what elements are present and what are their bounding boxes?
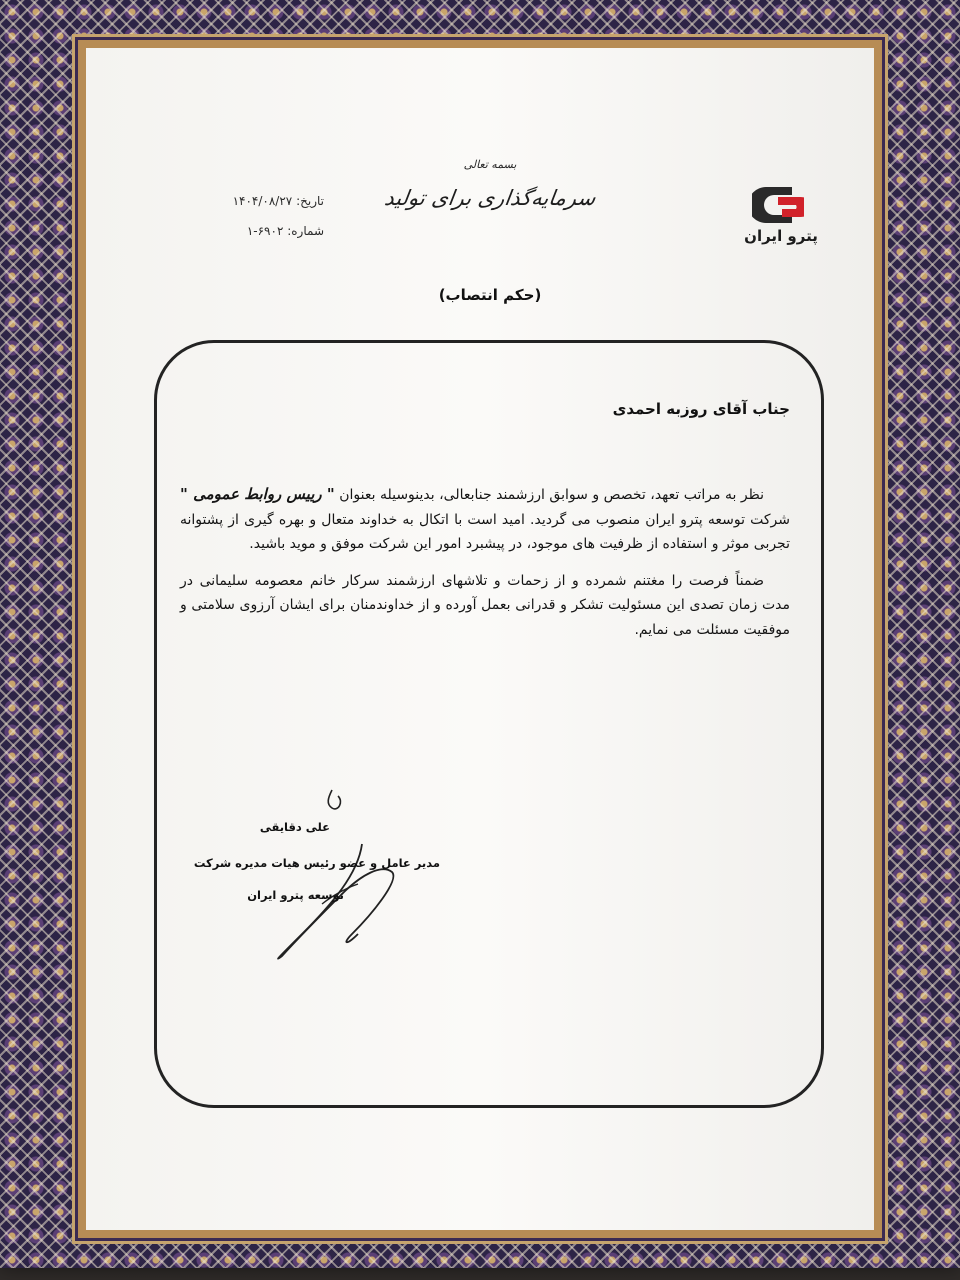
number-value: ۶۹۰۲-۱ bbox=[246, 224, 284, 238]
date-value: ۱۴۰۴/۰۸/۲۷ bbox=[232, 194, 293, 208]
content-frame bbox=[154, 340, 824, 1108]
number-line bbox=[204, 216, 324, 246]
document-title: (حکم انتصاب) bbox=[438, 286, 542, 304]
date-line bbox=[204, 186, 324, 216]
signatory-company: توسعه پترو ایران bbox=[247, 888, 344, 902]
signatory-name: علی دقایقی bbox=[259, 820, 330, 834]
date-label: تاریخ: bbox=[296, 194, 324, 208]
paragraph-2: ضمناً فرصت را مغتنم شمرده و از زحمات و تلاشهای ارزشمند سرکار خانم معصومه سلیمانی در مدت زمان تصدی این مسئولیت تشکر و قدرانی بعمل آورده و از خداوندمنان برای ایشان آرزوی سلامتی و موفقیت مسئلت می نمایم. bbox=[180, 572, 790, 638]
recipient-line: جناب آقای روزبه احمدی bbox=[612, 400, 790, 418]
signatory-title: مدیر عامل و عضو رئیس هیات مدیره شرکت bbox=[193, 856, 440, 870]
petro-iran-logo-icon bbox=[752, 183, 804, 227]
motto-prefix: بسمه تعالی bbox=[463, 158, 517, 171]
paragraph-1 bbox=[180, 482, 790, 557]
letter-body bbox=[180, 482, 790, 654]
handwritten-signature-icon bbox=[259, 784, 412, 974]
company-logo bbox=[742, 183, 820, 259]
letter-meta bbox=[204, 186, 324, 246]
motto-calligraphy: سرمایه‌گذاری برای تولید bbox=[382, 186, 598, 210]
number-label: شماره: bbox=[287, 224, 324, 238]
paragraph-1-end: شرکت توسعه پترو ایران منصوب می گردید. امید است با اتکال به خداوند متعال و بهره گیری از پشتوانه تجربی موثر و استفاده از ظرفیت های موجود، در پیشبرد امور این شرکت موفق و موید باشید. bbox=[180, 511, 790, 552]
paragraph-1-start: نظر به مراتب تعهد، تخصص و سوابق ارزشمند جنابعالی، بدینوسیله بعنوان bbox=[339, 487, 764, 503]
logo-text: پترو ایران bbox=[744, 227, 818, 245]
position-title: " رییس روابط عمومی " bbox=[180, 485, 335, 503]
